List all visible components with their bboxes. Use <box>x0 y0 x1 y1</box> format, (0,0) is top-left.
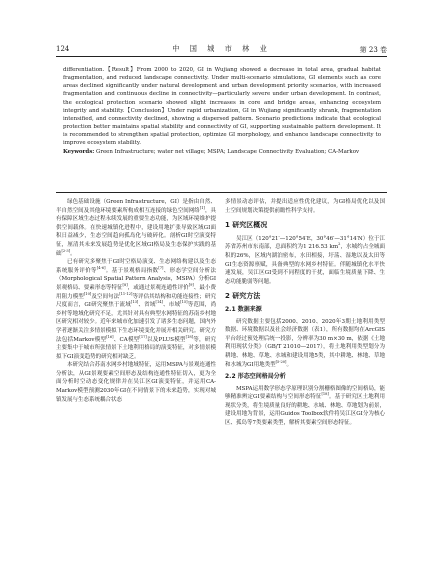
intro-tail: 多情景动态评估，并提出适应性优化建议，为GI格局优化以及国土空间规划决策提供前瞻性科学支持。 <box>225 199 385 214</box>
abstract-rule <box>56 192 387 193</box>
intro-paragraph-3: 本研究结合苏南水网乡村地域特征，运用MSPA与景观连通性分析法，从GI景观要素空间形态及结构连通性特征切入，更为全面分析时空动态变化规律并在吴江区GI演变特征，并运用CA-Markov模型预测2030年GI在不同情景下的未来趋势，实现对城镇发展与生态系统耦合状态 <box>56 362 216 403</box>
english-abstract <box>63 66 381 156</box>
keywords-label: Keywords: <box>63 148 95 155</box>
intro-paragraph-1: 绿色基础设施（Green Infrastructure，GI）是指由自然、半自然空间及其他环境要素所构成相互连接的绿色空间网络[1]，具有保障区域生态过程永续发展的重要生态功能，为区域环境维护提供空间载体。在快速城镇化进程中，建设用地扩张导致区域GI面积日益减少，生态空间趋向孤岛化与破碎化。剖析GI时空演变特征，厘清其未来发展趋势是优化区域GI格局及生态保护实践的基础[2-3]。 <box>56 199 216 257</box>
section-1-text: 吴江区（120°21′—120°54′E，30°46′—31°14′N）位于江苏省苏州市东南部，总面积约为1 216.53 $km^2$，水城约占全城面积的26%，区域内湖泊密布，水田相接，圩荡、湿地以及太田等GI生态资源禀赋，具备典型的水网乡村特征。伴随城镇化水平快速发展，吴江区GI受到不同程度的干扰，面临生境质量下降、生态功能脆弱等问题。 <box>225 235 385 285</box>
page-number: 124 <box>56 45 70 53</box>
section-2-1-heading: 2.1 数据来源 <box>225 305 262 313</box>
section-2-2-heading: 2.2 形态空间格局分析 <box>225 373 286 381</box>
section-2-2-text: MSPA运用数学形态学原理识别分割栅格图像的空间格局，能够精准辨定GI要素结构与空间形态特征[18]。基于研究区土地利用现状分类，将生境质量良好的耕地、水城、林地、草地划为前景，建设用地为背景，运用Guidos Toolbox软件将吴江区GI分为核心区、孤岛等7类要素类型，解析其要素空间形态特征。 <box>225 385 385 427</box>
section-2-heading: 2 研究方法 <box>225 292 261 301</box>
left-column <box>56 198 216 404</box>
abstract-text: differentiation.【Result】From 2000 to 2020, GI in Wujiang showed a decrease in total area, gradual habitat fragmentation, and reduced landscape connectivity. Under multi-scenario simulations, GI elements such as core areas declined significantly under natural development and urban development priority scenarios, with increased fragmentation and continuous decline in connectivity—particularly severe under urban development. In contrast, the ecological protection scenario showed slight increases in core and bridge areas, enhancing ecosystem integrity and stability.【Conclusion】Under rapid urbanization, GI in Wujiang significantly shrank, fragmentation intensified, and connectivity declined, showing a dispersed pattern. Scenario predictions indicate that ecological protection better maintains spatial stability and connectivity of GI, supporting sustainable pattern development. It is recommended to strengthen spatial protection, optimize GI morphology, and enhance landscape connectivity to improve ecosystem stability. <box>63 67 381 147</box>
keywords-line <box>63 148 381 156</box>
section-2-1-text: 研究数据主要包括2000、2010、2020年3期土地利用类型数据、环境数据以及社会经济数据（表1），所有数据均在ArcGIS平台经过预处理后统一投影，分辨率为30 m×30 m，依据《土地利用现状分类》（GB/T 21010—2017），将土地利用类型划分为耕地、林地、草地、水城和建设用地5类，其中耕地、林地、草地和水城为GI用地类型[5-20]。 <box>225 318 385 368</box>
right-column <box>225 198 385 428</box>
journal-title: 中 国 城 市 林 业 <box>172 44 271 53</box>
intro-paragraph-2: 已有研究多聚焦于GI时空格局演变、生态网络构建以及生态系统服务评价等[4-6]。基于景观格局指数[7]、形态学空间分析法（Morphological Spatial Pattern Analysis，MSPA）分析GI景观格局、要素形态等特征[8]，或通过景观连通性评价[9]、最小费用阻力模型[10]及空间句法[11-12]等评估其结构和功能连接性；研究尺度而言，GI研究聚焦于流域[13]、省域[14]、市域[15]等范围，尚乡村等地域化研究不足，尤其针对具有典型水网特征的苏南乡村地区研究相对较少。近年来城市化加速引发了诸多生态问题，国内外学者逐渐关注多情景模拟下生态环境变化并展开相关研究。研究方法包括Markov模型[16]、CA模型[17]以及PLUS模型[18]等，研究主要集中于城市所张情景下土地利用格局的演变特征，对多情景模拟下GI演变趋势的研究相对缺乏。 <box>56 259 216 360</box>
keywords-text: Green Infrastructure; water net village; MSPA; Landscape Connectivity Evaluation; CA-Markov <box>96 148 360 155</box>
header-rule <box>56 56 387 57</box>
section-1-heading: 1 研究区概况 <box>225 221 268 230</box>
volume-label: 第 23 卷 <box>359 46 387 54</box>
running-header <box>56 43 387 57</box>
